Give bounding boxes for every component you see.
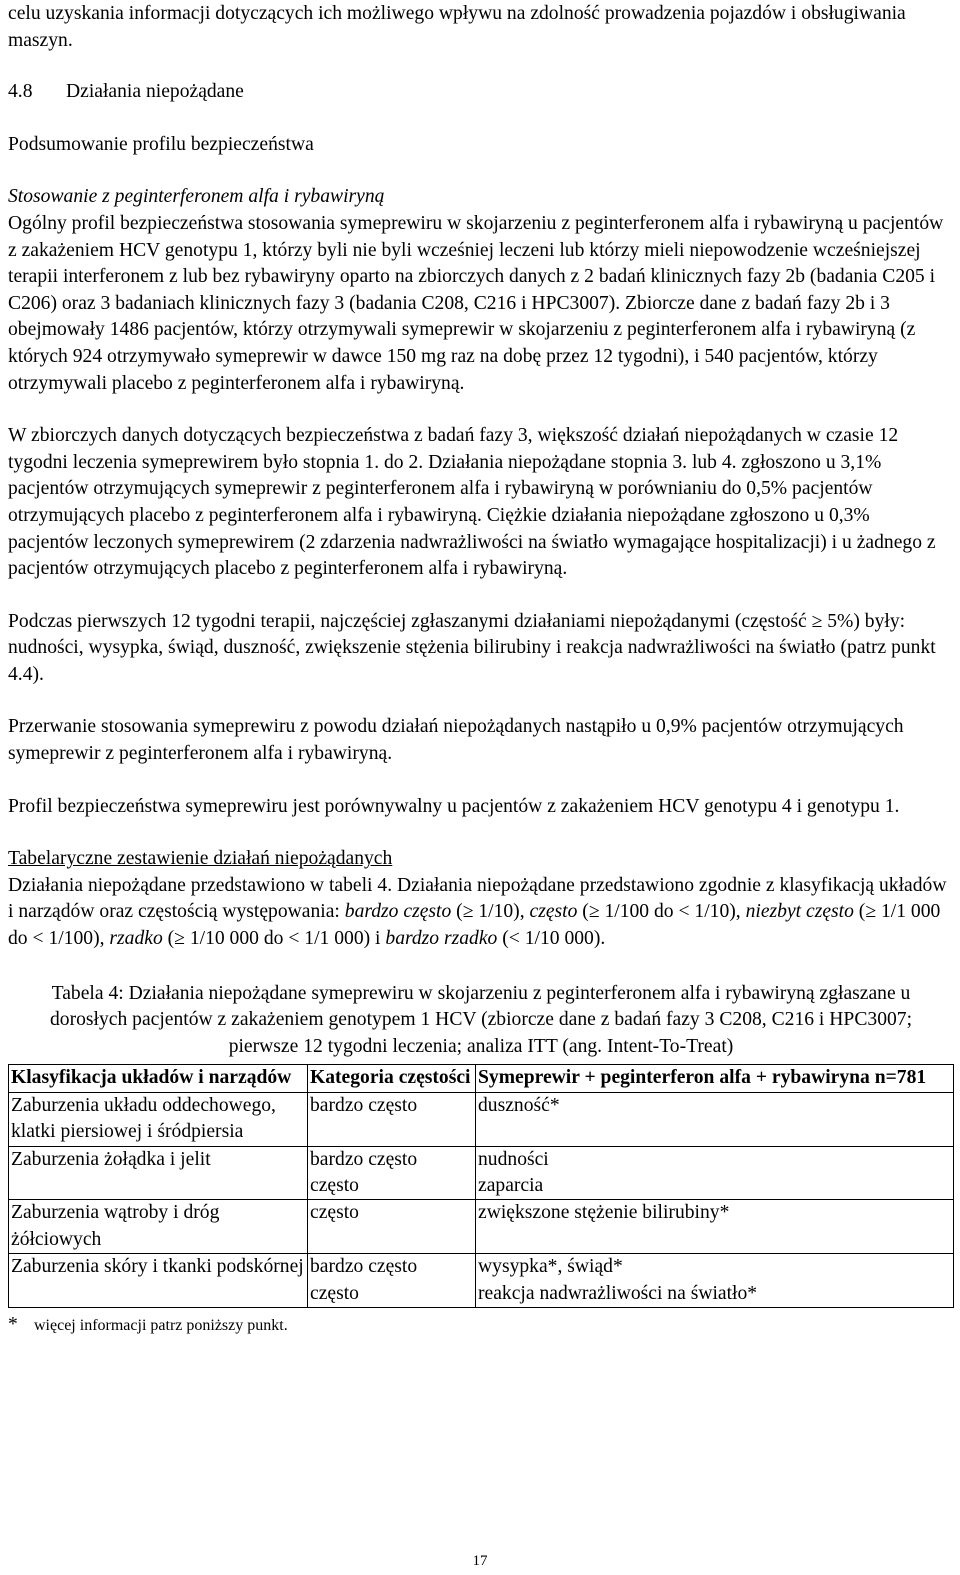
cell-frequency: bardzo często często — [308, 1254, 476, 1308]
adverse-reactions-table — [8, 1064, 954, 1308]
paragraph-frequency: Działania niepożądane przedstawiono w tabeli 4. Działania niepożądane przedstawiono zgodnie z klasyfikacją układów i narządów oraz częstością występowania: bardzo często (≥ 1/10), często (≥ 1/100 do < 1/10), niezbyt często (≥ 1/1 000 do < 1/100), rzadko (≥ 1/10 000 do < 1/1 000) i bardzo rzadko (< 1/10 000). — [8, 874, 947, 950]
paragraph-safety-profile: Ogólny profil bezpieczeństwa stosowania symeprewiru w skojarzeniu z peginterferonem alfa i rybawiryną u pacjentów z zakażeniem HCV genotypu 1, którzy byli nie byli wcześniej leczeni lub którzy mieli niepowodzenie wcześniejszej terapii interferonem z lub bez rybawiryny oparto na zbiorczych danych z 2 badań klinicznych fazy 2b (badania C205 i C206) oraz 3 badaniach klinicznych fazy 3 (badania C208, C216 i HPC3007). Zbiorcze dane z badań fazy 2b i 3 obejmowały 1486 pacjentów, którzy otrzymywali symeprewir w skojarzeniu z peginterferonem alfa i rybawiryną (z których 924 otrzymywało symeprewir w dawce 150 mg raz na dobę przez 12 tygodni), i 540 pacjentów, którzy otrzymywali placebo z peginterferonem alfa i rybawiryną. — [8, 212, 944, 394]
cell-soc: Zaburzenia skóry i tkanki podskórnej — [9, 1254, 308, 1308]
cell-soc: Zaburzenia układu oddechowego, klatki piersiowej i śródpiersia — [9, 1092, 308, 1146]
header-frequency: Kategoria częstości — [308, 1065, 476, 1092]
table-footnote: * więcej informacji patrz poniższy punkt. — [8, 1314, 288, 1336]
paragraph-pooled-data: W zbiorczych danych dotyczących bezpieczeństwa z badań fazy 3, większość działań niepożądanych w czasie 12 tygodni leczenia symeprewirem było stopnia 1. do 2. Działania niepożądane stopnia 3. lub 4. zgłoszono u 3,1% pacjentów otrzymujących symeprewir z peginterferonem alfa i rybawiryną w porównianiu do 0,5% pacjentów otrzymujących placebo z peginterferonem alfa i rybawiryną. Ciężkie działania niepożądane zgłoszono u 0,3% pacjentów leczonych symeprewirem (2 zdarzenia nadwrażliwości na światło wymagające hospitalizacji) i u żadnego z pacjentów otrzymujących placebo z peginterferonem alfa i rybawiryną. — [8, 425, 936, 580]
paragraph-genotype: Profil bezpieczeństwa symeprewiru jest porównywalny u pacjentów z zakażeniem HCV genotypu 4 i genotypu 1. — [8, 795, 900, 817]
header-soc: Klasyfikacja układów i narządów — [9, 1065, 308, 1092]
table-caption: Tabela 4: Działania niepożądane symeprewiru w skojarzeniu z peginterferonem alfa i rybawiryną zgłaszane u dorosłych pacjentów z zakażeniem genotypem 1 HCV (zbiorcze dane z badań fazy 3 C208, C216 i HPC3007; pierwsze 12 tygodni leczenia; analiza ITT (ang. Intent-To-Treat) — [49, 982, 913, 1057]
cell-reaction: nudności zaparcia — [476, 1146, 954, 1200]
paragraph-discontinuation: Przerwanie stosowania symeprewiru z powodu działań niepożądanych nastąpiło u 0,9% pacjentów otrzymujących symeprewir z peginterferonem alfa i rybawiryną. — [8, 716, 904, 765]
table-row — [9, 1200, 954, 1254]
cell-frequency: często — [308, 1200, 476, 1254]
paragraph-intro: celu uzyskania informacji dotyczących ich możliwego wpływu na zdolność prowadzenia pojazdów i obsługiwania maszyn. — [8, 3, 906, 51]
cell-frequency: bardzo często często — [308, 1146, 476, 1200]
cell-reaction: duszność* — [476, 1092, 954, 1146]
section-heading — [8, 79, 954, 106]
subsection-title: Podsumowanie profilu bezpieczeństwa — [8, 133, 314, 155]
cell-soc: Zaburzenia wątroby i dróg żółciowych — [9, 1200, 308, 1254]
cell-soc: Zaburzenia żołądka i jelit — [9, 1146, 308, 1200]
header-treatment: Symeprewir + peginterferon alfa + rybawiryna n=781 — [476, 1065, 954, 1092]
italic-subheading: Stosowanie z peginterferonem alfa i rybawiryną — [8, 186, 385, 208]
table-row — [9, 1146, 954, 1200]
page-number: 17 — [472, 1553, 488, 1569]
cell-reaction: wysypka*, świąd* reakcja nadwrażliwości na światło* — [476, 1254, 954, 1308]
document-page — [8, 0, 954, 1337]
table-row — [9, 1092, 954, 1146]
section-number: 4.8 — [8, 81, 33, 103]
section-title: Działania niepożądane — [66, 81, 244, 103]
table-row — [9, 1254, 954, 1308]
paragraph-common-ae: Podczas pierwszych 12 tygodni terapii, najczęściej zgłaszanymi działaniami niepożądanymi (częstość ≥ 5%) były: nudności, wysypka, świąd, duszność, zwiększenie stężenia bilirubiny i reakcja nadwrażliwości na światło (patrz punkt 4.4). — [8, 610, 936, 685]
cell-frequency: bardzo często — [308, 1092, 476, 1146]
cell-reaction: zwiększone stężenie bilirubiny* — [476, 1200, 954, 1254]
table-header-row — [9, 1065, 954, 1092]
tabular-heading: Tabelaryczne zestawienie działań niepożądanych — [8, 848, 393, 870]
